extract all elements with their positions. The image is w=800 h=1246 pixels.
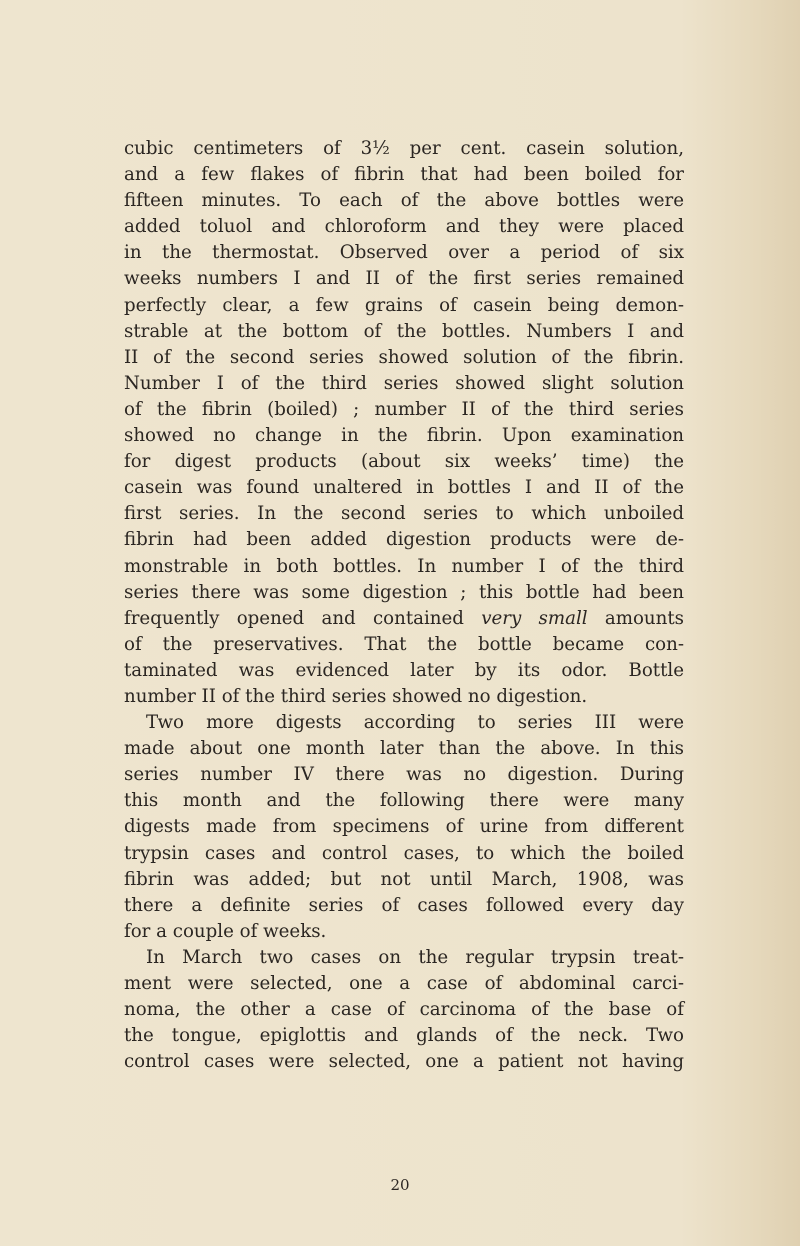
text-line: the tongue, epiglottis and glands of the neck. Two [124, 1025, 684, 1047]
text-line: casein was found unaltered in bottles I and II of the [124, 477, 684, 499]
text-line-with-emphasis [124, 606, 684, 632]
paragraph-start-line: Two more digests according to series III were [146, 712, 684, 734]
text-line: fibrin was added; but not until March, 1908, was [124, 868, 684, 890]
text-line: added toluol and chloroform and they were placed [124, 216, 684, 238]
text-line: of the fibrin (boiled) ; number II of the third series [124, 398, 684, 420]
emphasized-text: very small [481, 607, 588, 629]
text-line: made about one month later than the above. In this [124, 738, 684, 760]
text-line: of the preservatives. That the bottle became con- [124, 633, 684, 655]
page-number: 20 [390, 1176, 410, 1194]
text-line: fifteen minutes. To each of the above bottles were [124, 190, 684, 212]
text-line: this month and the following there were many [124, 790, 684, 812]
text-line: series there was some digestion ; this bottle had been [124, 581, 684, 603]
text-line: and a few flakes of fibrin that had been boiled for [124, 164, 684, 186]
body-text [124, 136, 684, 1075]
text-segment: frequently opened and contained [124, 607, 482, 629]
paragraph-end-line: for a couple of weeks. [124, 920, 327, 942]
text-line: in the thermostat. Observed over a period of six [124, 242, 684, 264]
text-line: noma, the other a case of carcinoma of the base of [124, 999, 684, 1021]
text-line: first series. In the second series to which unboiled [124, 503, 684, 525]
text-line: taminated was evidenced later by its odor. Bottle [124, 659, 684, 681]
text-line: fibrin had been added digestion products were de- [124, 529, 684, 551]
text-line: monstrable in both bottles. In number I of the third [124, 555, 684, 577]
text-line: trypsin cases and control cases, to which the boiled [124, 842, 684, 864]
text-line: strable at the bottom of the bottles. Numbers I and [124, 320, 684, 342]
text-line: showed no change in the fibrin. Upon examination [124, 425, 684, 447]
text-line: Number I of the third series showed slight solution [124, 372, 684, 394]
text-line: digests made from specimens of urine from different [124, 816, 684, 838]
text-line: ment were selected, one a case of abdominal carci- [124, 973, 684, 994]
text-line: cubic centimeters of 3½ per cent. casein solution, [124, 138, 684, 159]
text-line: weeks numbers I and II of the first series remained [124, 268, 684, 290]
paragraph-start-line: In March two cases on the regular trypsin treat- [146, 946, 684, 968]
text-line: II of the second series showed solution of the fibrin. [124, 346, 684, 368]
text-line: there a definite series of cases followed every day [124, 894, 684, 916]
text-line: series number IV there was no digestion. During [124, 764, 684, 786]
text-line: for digest products (about six weeks’ time) the [124, 451, 684, 473]
text-line: perfectly clear, a few grains of casein being demon- [124, 294, 684, 316]
text-line: control cases were selected, one a patient not having [124, 1051, 684, 1073]
text-segment: amounts [587, 607, 684, 629]
paragraph-end-line: number II of the third series showed no digestion. [124, 685, 588, 707]
